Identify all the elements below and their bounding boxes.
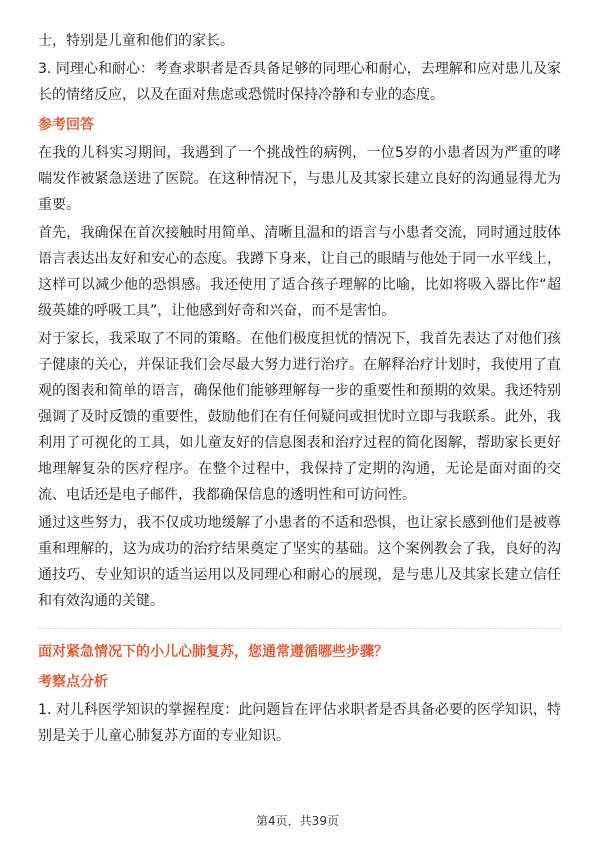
intro-tail-text: 士，特别是儿童和他们的家长。 (38, 33, 234, 49)
section-divider (38, 628, 561, 629)
analysis-point-1: 1. 对儿科医学知识的掌握程度：此问题旨在评估求职者是否具备必要的医学知识，特别是关于儿童心肺复苏方面的专业知识。 (38, 702, 561, 744)
analysis-heading: 考察点分析 (38, 674, 108, 690)
answer-paragraph-1: 在我的儿科实习期间，我遇到了一个挑战性的病例，一位5岁的小患者因为严重的哮喘发作被紧急送进了医院。在这种情况下，与患儿及其家长建立良好的沟通显得尤为重要。 (38, 145, 561, 213)
answer-paragraph-4: 通过这些努力，我不仅成功地缓解了小患者的不适和恐惧，也让家长感到他们是被尊重和理解的，这为成功的治疗结果奠定了坚实的基础。这个案例教会了我，良好的沟通技巧、专业知识的适当运用以及同理心和耐心的展现，是与患儿及其家长建立信任和有效沟通的关键。 (38, 515, 561, 609)
answer-paragraph-2: 首先，我确保在首次接触时用简单、清晰且温和的语言与小患者交流，同时通过肢体语言表达出友好和安心的态度。我蹲下身来，让自己的眼睛与他处于同一水平线上，这样可以减少他的恐惧感。我还使用了适合孩子理解的比喻，比如将吸入器比作“超级英雄的呼吸工具”，让他感到好奇和兴奋，而不是害怕。 (38, 225, 561, 319)
assessment-point-3: 3. 同理心和耐心：考查求职者是否具备足够的同理心和耐心，去理解和应对患儿及家长的情绪反应，以及在面对焦虑或恐慌时保持冷静和专业的态度。 (38, 61, 561, 103)
document-page (38, 28, 561, 751)
question-heading: 面对紧急情况下的小儿心肺复苏，您通常遵循哪些步骤？ (38, 644, 388, 660)
answer-heading: 参考回答 (38, 117, 94, 133)
page-number-footer: 第4页，共39页 (256, 814, 339, 828)
answer-paragraph-3: 对于家长，我采取了不同的策略。在他们极度担忧的情况下，我首先表达了对他们孩子健康的关心，并保证我们会尽最大努力进行治疗。在解释治疗计划时，我使用了直观的图表和简单的语言，确保他们能够理解每一步的重要性和预期的效果。我还特别强调了及时反馈的重要性，鼓励他们在有任何疑问或担忧时立即与我联系。此外，我利用了可视化的工具，如儿童友好的信息图表和治疗过程的简化图解，帮助家长更好地理解复杂的医疗程序。在整个过程中，我保持了定期的沟通，无论是面对面的交流、电话还是电子邮件，我都确保信息的透明性和可访问性。 (38, 331, 561, 503)
